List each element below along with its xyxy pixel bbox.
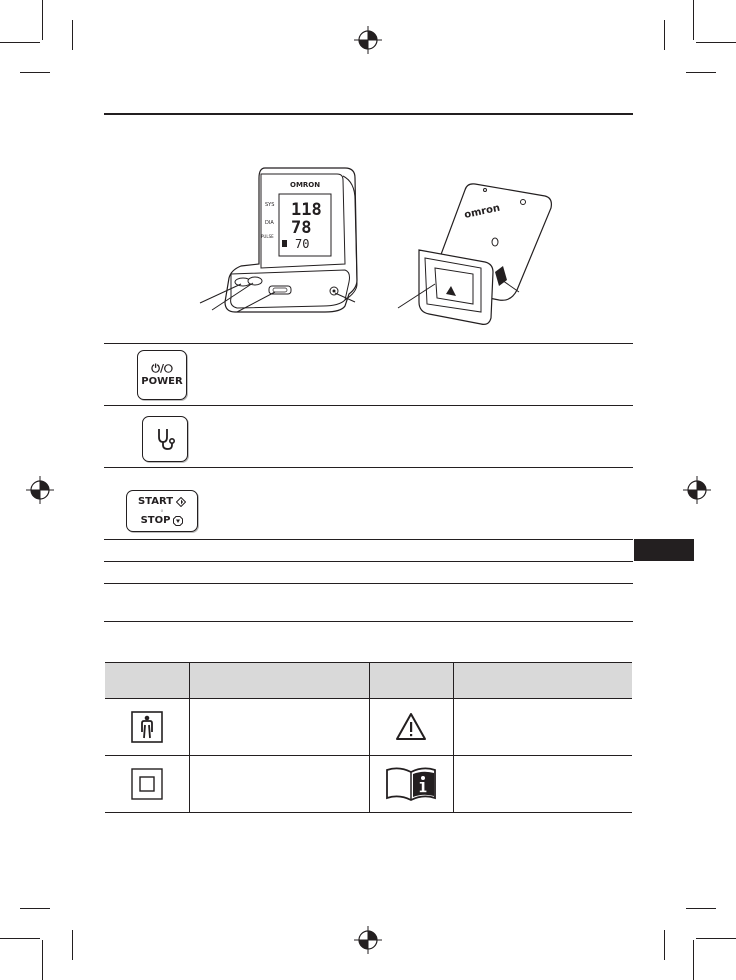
svg-text:SYS: SYS [265,202,275,208]
table-row [105,699,632,756]
body-figure-icon [131,711,163,743]
separator-dot: ◦ [160,507,164,515]
header-cell [105,663,189,699]
header-cell [189,663,369,699]
double-square-icon [131,768,163,800]
description-cell [189,699,369,756]
back-brand-text: omron [463,202,502,221]
row-divider [104,621,633,622]
row-divider [104,583,633,584]
header-cell [369,663,453,699]
description-cell [189,756,369,813]
svg-text:70: 70 [295,237,310,251]
stethoscope-icon [152,426,178,452]
front-brand-text: OMRON [290,181,321,189]
row-divider [104,539,633,540]
power-label: POWER [141,375,183,387]
start-label: START [137,495,174,507]
table-row [105,756,632,813]
header-rule [104,113,633,115]
description-cell [453,756,632,813]
registration-mark-left [26,476,54,504]
monitor-front-illustration [195,160,375,320]
monitor-back-illustration [395,180,555,330]
power-icon: ⏻/⭘ [151,361,173,375]
stethoscope-button[interactable] [142,416,188,462]
svg-text:DIA: DIA [265,220,274,226]
stop-octagon-icon [173,516,183,526]
warning-triangle-icon [395,712,427,742]
stop-label: STOP [140,514,171,526]
row-divider [104,405,633,406]
description-cell [453,699,632,756]
header-cell [453,663,632,699]
power-button[interactable] [137,350,187,400]
registration-mark-top [354,26,382,54]
start-diamond-icon [176,497,186,507]
table-header-row [105,663,632,699]
section-tab [634,539,694,561]
start-stop-button[interactable] [126,490,198,532]
svg-text:118: 118 [291,200,322,220]
row-divider [104,561,633,562]
row-divider [104,343,633,344]
registration-mark-bottom [354,926,382,954]
registration-mark-right [683,476,711,504]
svg-text:78: 78 [291,218,312,238]
symbols-table [105,662,632,813]
row-divider [104,467,633,468]
manual-info-icon [384,766,438,802]
svg-text:PULSE: PULSE [261,234,274,239]
